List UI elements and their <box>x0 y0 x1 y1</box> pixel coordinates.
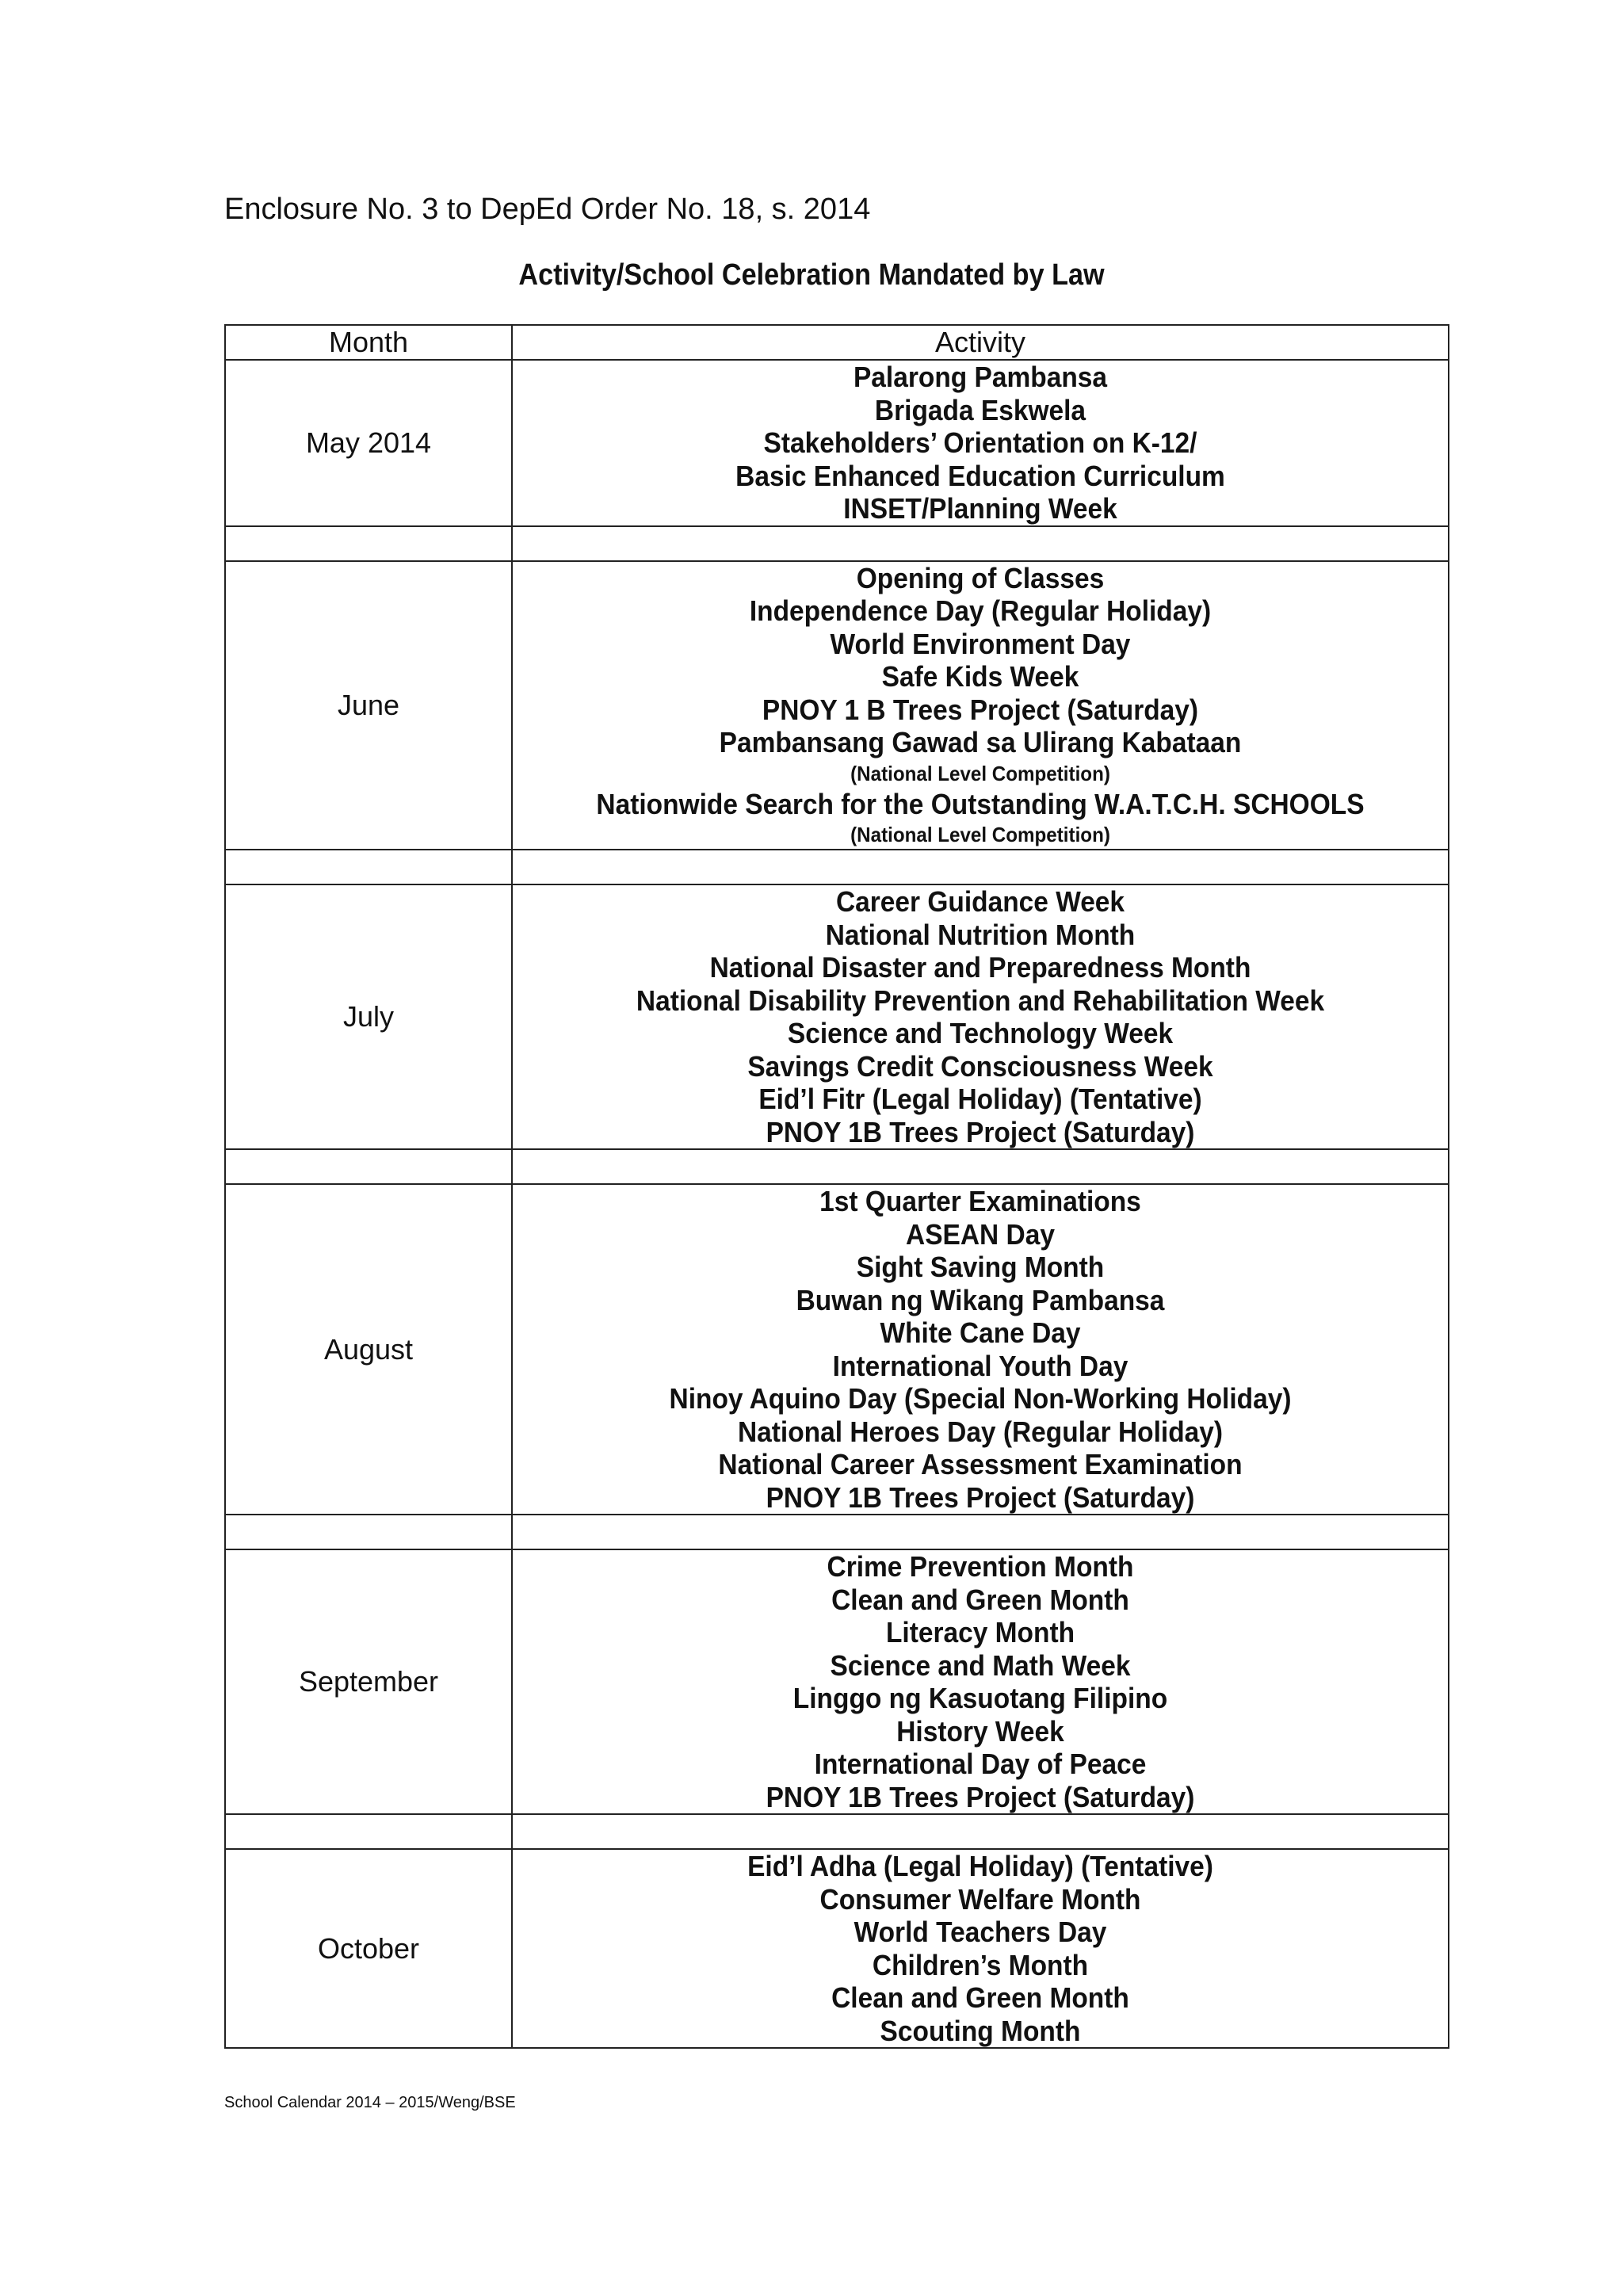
activity-cell <box>512 884 1449 1149</box>
activity-item: (National Level Competition) <box>850 761 1110 785</box>
activity-item: INSET/Planning Week <box>843 492 1117 525</box>
activity-item: International Day of Peace <box>814 1748 1147 1780</box>
activity-item: Children’s Month <box>872 1948 1089 1981</box>
activity-item: Eid’l Adha (Legal Holiday) (Tentative) <box>747 1850 1213 1882</box>
activity-item: Career Guidance Week <box>835 885 1125 918</box>
activity-item: National Career Assessment Examination <box>718 1448 1243 1480</box>
document-title: Activity/School Celebration Mandated by Law <box>518 258 1105 292</box>
activity-item: Basic Enhanced Education Curriculum <box>735 459 1225 492</box>
activity-item: Ninoy Aquino Day (Special Non-Working Holiday) <box>669 1382 1292 1415</box>
table-header-row <box>225 325 1449 360</box>
activity-item: Science and Technology Week <box>787 1017 1174 1049</box>
month-cell: September <box>225 1549 512 1814</box>
table-row <box>225 1549 1449 1814</box>
activity-item: PNOY 1B Trees Project (Saturday) <box>766 1780 1195 1813</box>
empty-cell <box>512 850 1449 884</box>
table-row <box>225 884 1449 1149</box>
empty-cell <box>225 1515 512 1549</box>
table-body <box>225 360 1449 2048</box>
empty-cell <box>225 526 512 561</box>
spacer-row <box>225 1515 1449 1549</box>
activity-item: Scouting Month <box>880 2014 1081 2047</box>
table-row <box>225 1849 1449 2048</box>
activity-item: White Cane Day <box>880 1316 1081 1349</box>
activity-item: PNOY 1B Trees Project (Saturday) <box>766 1480 1195 1514</box>
activity-item: Linggo ng Kasuotang Filipino <box>792 1682 1168 1714</box>
enclosure-reference: Enclosure No. 3 to DepEd Order No. 18, s. 2014 <box>224 193 871 226</box>
activity-item: Literacy Month <box>885 1616 1075 1648</box>
activity-item: Savings Credit Consciousness Week <box>747 1049 1213 1083</box>
activity-item: Clean and Green Month <box>831 1583 1129 1616</box>
activity-item: Palarong Pambansa <box>853 361 1108 393</box>
activity-item: Stakeholders’ Orientation on K-12/ <box>763 426 1197 459</box>
empty-cell <box>512 1814 1449 1849</box>
table-row <box>225 561 1449 850</box>
activity-item: Safe Kids Week <box>881 660 1079 693</box>
spacer-row <box>225 1149 1449 1184</box>
spacer-row <box>225 850 1449 884</box>
activity-item: International Youth Day <box>832 1349 1128 1382</box>
activity-item: Crime Prevention Month <box>827 1550 1134 1583</box>
month-cell: July <box>225 884 512 1149</box>
activity-item: World Environment Day <box>830 627 1131 660</box>
activity-item: 1st Quarter Examinations <box>819 1185 1141 1217</box>
activity-item: National Nutrition Month <box>825 918 1136 951</box>
activity-item: Consumer Welfare Month <box>819 1882 1141 1916</box>
celebration-table <box>224 324 1449 2049</box>
empty-cell <box>512 1515 1449 1549</box>
table-row <box>225 360 1449 526</box>
activity-item: National Disability Prevention and Rehabilitation Week <box>636 984 1325 1017</box>
month-column-header: Month <box>225 325 512 360</box>
activity-item: PNOY 1B Trees Project (Saturday) <box>766 1115 1195 1148</box>
month-cell: October <box>225 1849 512 2048</box>
activity-item: Clean and Green Month <box>831 1981 1129 2014</box>
activity-item: Eid’l Fitr (Legal Holiday) (Tentative) <box>758 1083 1202 1115</box>
empty-cell <box>225 1149 512 1184</box>
activity-item: Buwan ng Wikang Pambansa <box>796 1283 1165 1316</box>
activity-item: Nationwide Search for the Outstanding W.A.T.C.H. SCHOOLS <box>596 787 1365 820</box>
month-cell: June <box>225 561 512 850</box>
activity-item: Sight Saving Month <box>856 1251 1105 1283</box>
activity-item: History Week <box>896 1714 1064 1748</box>
activity-cell <box>512 1549 1449 1814</box>
activity-cell <box>512 1184 1449 1515</box>
activity-item: National Heroes Day (Regular Holiday) <box>737 1415 1224 1448</box>
activity-cell <box>512 561 1449 850</box>
activity-item: National Disaster and Preparedness Month <box>709 951 1251 984</box>
month-cell: May 2014 <box>225 360 512 526</box>
activity-item: Science and Math Week <box>830 1648 1131 1682</box>
activity-cell <box>512 1849 1449 2048</box>
activity-item: ASEAN Day <box>906 1217 1055 1251</box>
activity-item: Opening of Classes <box>856 561 1105 594</box>
empty-cell <box>225 1814 512 1849</box>
footer-note: School Calendar 2014 – 2015/Weng/BSE <box>224 2094 516 2111</box>
spacer-row <box>225 1814 1449 1849</box>
activity-cell <box>512 360 1449 526</box>
activity-item: PNOY 1 B Trees Project (Saturday) <box>762 693 1199 726</box>
empty-cell <box>512 526 1449 561</box>
activity-item: World Teachers Day <box>854 1916 1107 1948</box>
spacer-row <box>225 526 1449 561</box>
empty-cell <box>225 850 512 884</box>
month-cell: August <box>225 1184 512 1515</box>
activity-item: Brigada Eskwela <box>874 393 1086 426</box>
activity-item: Pambansang Gawad sa Ulirang Kabataan <box>719 726 1242 758</box>
activity-item: (National Level Competition) <box>850 823 1110 846</box>
activity-column-header: Activity <box>512 325 1449 360</box>
table-row <box>225 1184 1449 1515</box>
empty-cell <box>512 1149 1449 1184</box>
activity-item: Independence Day (Regular Holiday) <box>749 594 1212 627</box>
